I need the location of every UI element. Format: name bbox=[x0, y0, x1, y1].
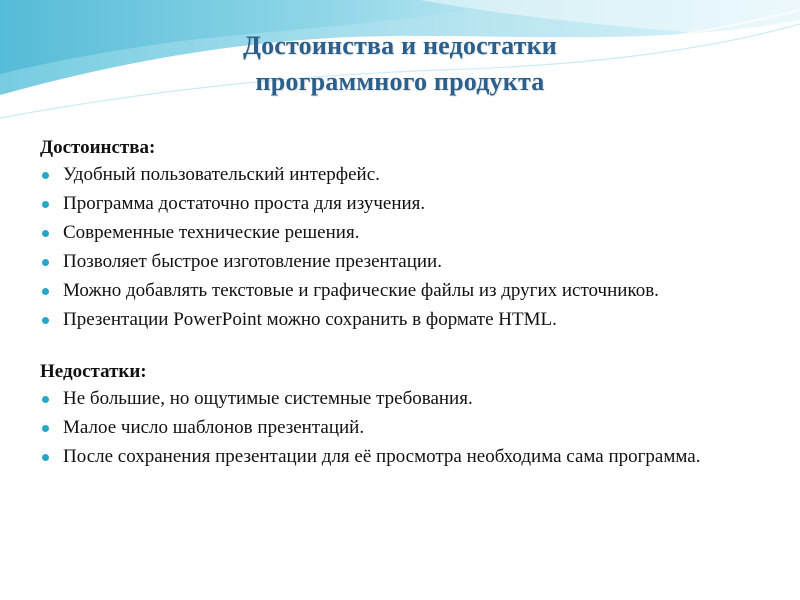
list-item-text: Можно добавлять текстовые и графические файлы из других источников. bbox=[63, 280, 659, 301]
bullet-dot-icon bbox=[42, 454, 49, 461]
bullet-dot-icon bbox=[42, 425, 49, 432]
disadvantages-list bbox=[40, 387, 742, 469]
bullet-dot-icon bbox=[42, 201, 49, 208]
list-item bbox=[40, 416, 742, 440]
list-item-text: Презентации PowerPoint можно сохранить в формате HTML. bbox=[63, 309, 557, 330]
slide-title-line-1: Достоинства и недостатки bbox=[243, 31, 557, 60]
advantages-heading: Достоинства: bbox=[40, 137, 156, 158]
list-item-text: Позволяет быстрое изготовление презентации. bbox=[63, 251, 442, 272]
slide-title bbox=[0, 28, 800, 100]
slide-content bbox=[40, 134, 742, 474]
bullet-dot-icon bbox=[42, 396, 49, 403]
list-item bbox=[40, 279, 742, 303]
list-item bbox=[40, 221, 742, 245]
bullet-dot-icon bbox=[42, 288, 49, 295]
bullet-dot-icon bbox=[42, 172, 49, 179]
advantages-list bbox=[40, 163, 742, 332]
list-item-text: После сохранения презентации для её просмотра необходима сама программа. bbox=[63, 446, 701, 467]
list-item-text: Малое число шаблонов презентаций. bbox=[63, 417, 365, 438]
list-item bbox=[40, 308, 742, 332]
list-item bbox=[40, 163, 742, 187]
list-item-text: Программа достаточно проста для изучения. bbox=[63, 193, 426, 214]
bullet-dot-icon bbox=[42, 230, 49, 237]
list-item-text: Удобный пользовательский интерфейс. bbox=[63, 164, 380, 185]
slide-title-line-2: программного продукта bbox=[255, 67, 545, 96]
list-item bbox=[40, 387, 742, 411]
bullet-dot-icon bbox=[42, 317, 49, 324]
list-item-text: Современные технические решения. bbox=[63, 222, 360, 243]
list-item bbox=[40, 445, 742, 469]
disadvantages-heading: Недостатки: bbox=[40, 361, 147, 382]
list-item-text: Не большие, но ощутимые системные требования. bbox=[63, 388, 473, 409]
list-item bbox=[40, 250, 742, 274]
list-item bbox=[40, 192, 742, 216]
bullet-dot-icon bbox=[42, 259, 49, 266]
